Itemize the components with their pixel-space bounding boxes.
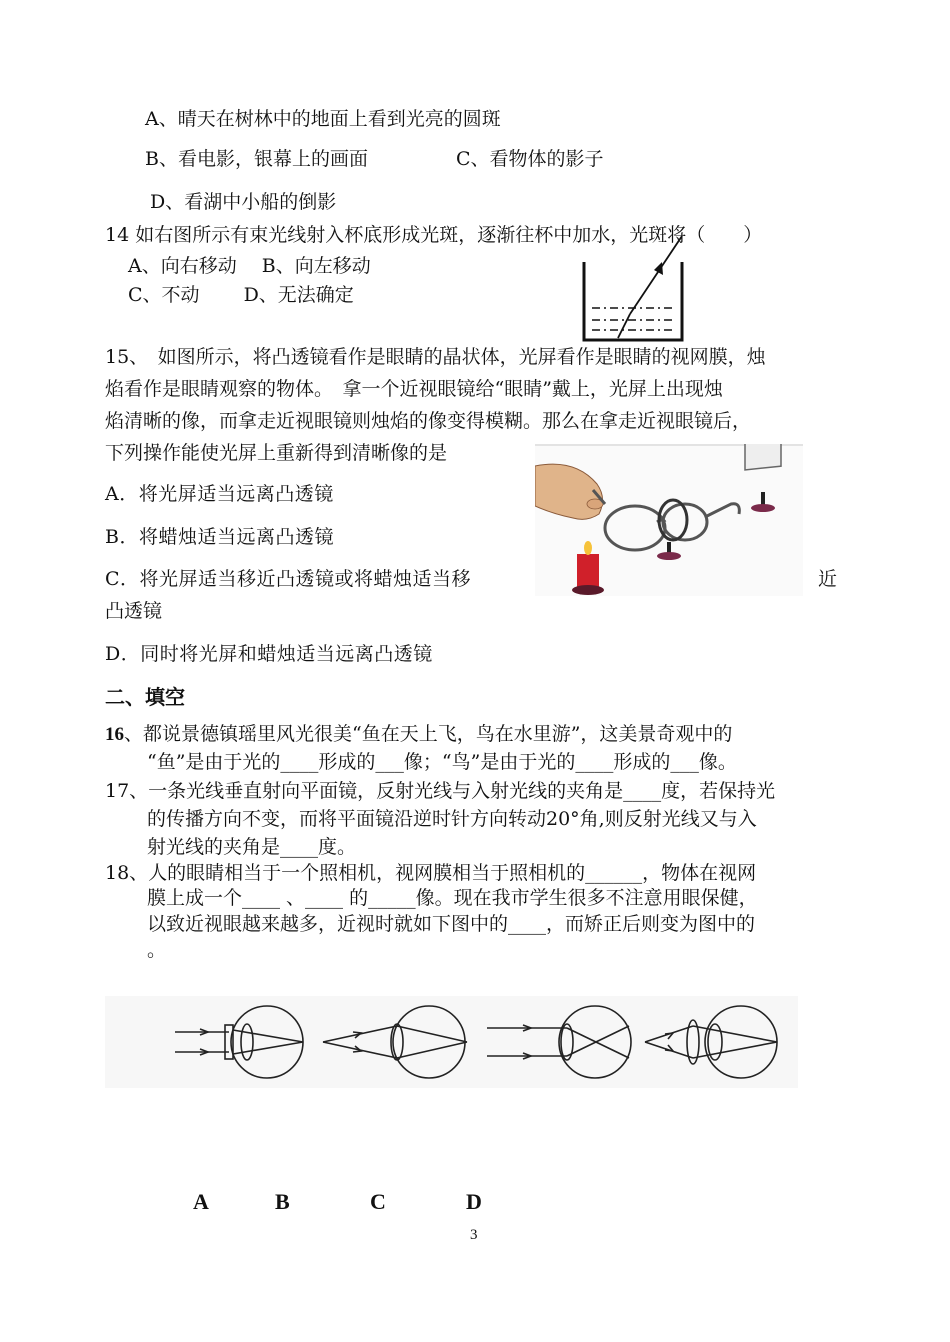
q14-options-ab: A、向右移动 B、向左移动 — [128, 255, 371, 277]
section-title: 二、填空 — [105, 687, 185, 709]
cup-light-figure — [578, 232, 690, 344]
q17-line3: 射光线的夹角是____度。 — [147, 836, 357, 858]
q13-option-c: C、看物体的影子 — [456, 148, 604, 170]
page-number: 3 — [470, 1227, 478, 1243]
q15-option-a: A．将光屏适当远离凸透镜 — [105, 483, 334, 505]
water-level-lines — [592, 308, 674, 330]
q18-line4: 。 — [147, 939, 167, 961]
q18-line1: 18、人的眼睛相当于一个照相机，视网膜相当于照相机的______，物体在视网 — [105, 862, 757, 884]
eye-label-d: D — [466, 1189, 482, 1214]
eye-label-b: B — [275, 1189, 290, 1214]
q16-number: 16 — [105, 724, 124, 745]
q17-line1: 17、一条光线垂直射向平面镜，反射光线与入射光线的夹角是____度，若保持光 — [105, 780, 776, 802]
cup-outline — [584, 262, 682, 340]
q15-line4: 下列操作能使光屏上重新得到清晰像的是 — [105, 442, 448, 464]
q15-line2: 焰看作是眼睛观察的物体。 拿一个近视眼镜给“眼睛”戴上，光屏上出现烛 — [105, 378, 723, 400]
q13-option-a: A、晴天在树林中的地面上看到光亮的圆斑 — [145, 108, 501, 130]
eye-label-a: A — [193, 1189, 209, 1214]
q16-line2: “鱼”是由于光的____形成的___像；“鸟”是由于光的____形成的___像。 — [147, 751, 737, 773]
q18-line3: 以致近视眼越来越多，近视时就如下图中的____，而矫正后则变为图中的 — [147, 913, 756, 935]
q14-options-cd: C、不动 D、无法确定 — [128, 284, 354, 306]
q15-line1: 15、 如图所示，将凸透镜看作是眼睛的晶状体，光屏看作是眼睛的视网膜，烛 — [105, 346, 766, 368]
q15-option-c: C．将光屏适当移近凸透镜或将蜡烛适当移 — [105, 568, 472, 590]
lens-glasses-illustration — [535, 444, 803, 596]
q16-line1 — [105, 721, 732, 748]
q15-option-d: D．同时将光屏和蜡烛适当远离凸透镜 — [105, 643, 433, 665]
eye-diagrams — [105, 996, 798, 1088]
arrow-icon — [654, 262, 663, 275]
q15-line3: 焰清晰的像，而拿走近视眼镜则烛焰的像变得模糊。那么在拿走近视眼镜后， — [105, 410, 752, 432]
eye-label-c: C — [370, 1189, 386, 1214]
q18-line2: 膜上成一个____ 、____ 的_____像。现在我市学生很多不注意用眼保健， — [147, 887, 758, 909]
light-ray — [618, 236, 682, 338]
q15-option-c-tail: 近 — [818, 568, 838, 590]
q13-option-d: D、看湖中小船的倒影 — [150, 191, 337, 213]
q14-stem: 14 如右图所示有束光线射入杯底形成光斑，逐渐往杯中加水，光斑将（ ） — [105, 224, 763, 246]
q16-line1-text: 、都说景德镇瑶里风光很美“鱼在天上飞，鸟在水里游”，这美景奇观中的 — [124, 723, 733, 745]
q15-option-c-cont: 凸透镜 — [105, 600, 163, 622]
q17-line2: 的传播方向不变，而将平面镜沿逆时针方向转动20°角,则反射光线又与入 — [147, 808, 757, 830]
q13-option-b: B、看电影，银幕上的画面 — [145, 148, 368, 170]
q15-option-b: B．将蜡烛适当远离凸透镜 — [105, 526, 334, 548]
